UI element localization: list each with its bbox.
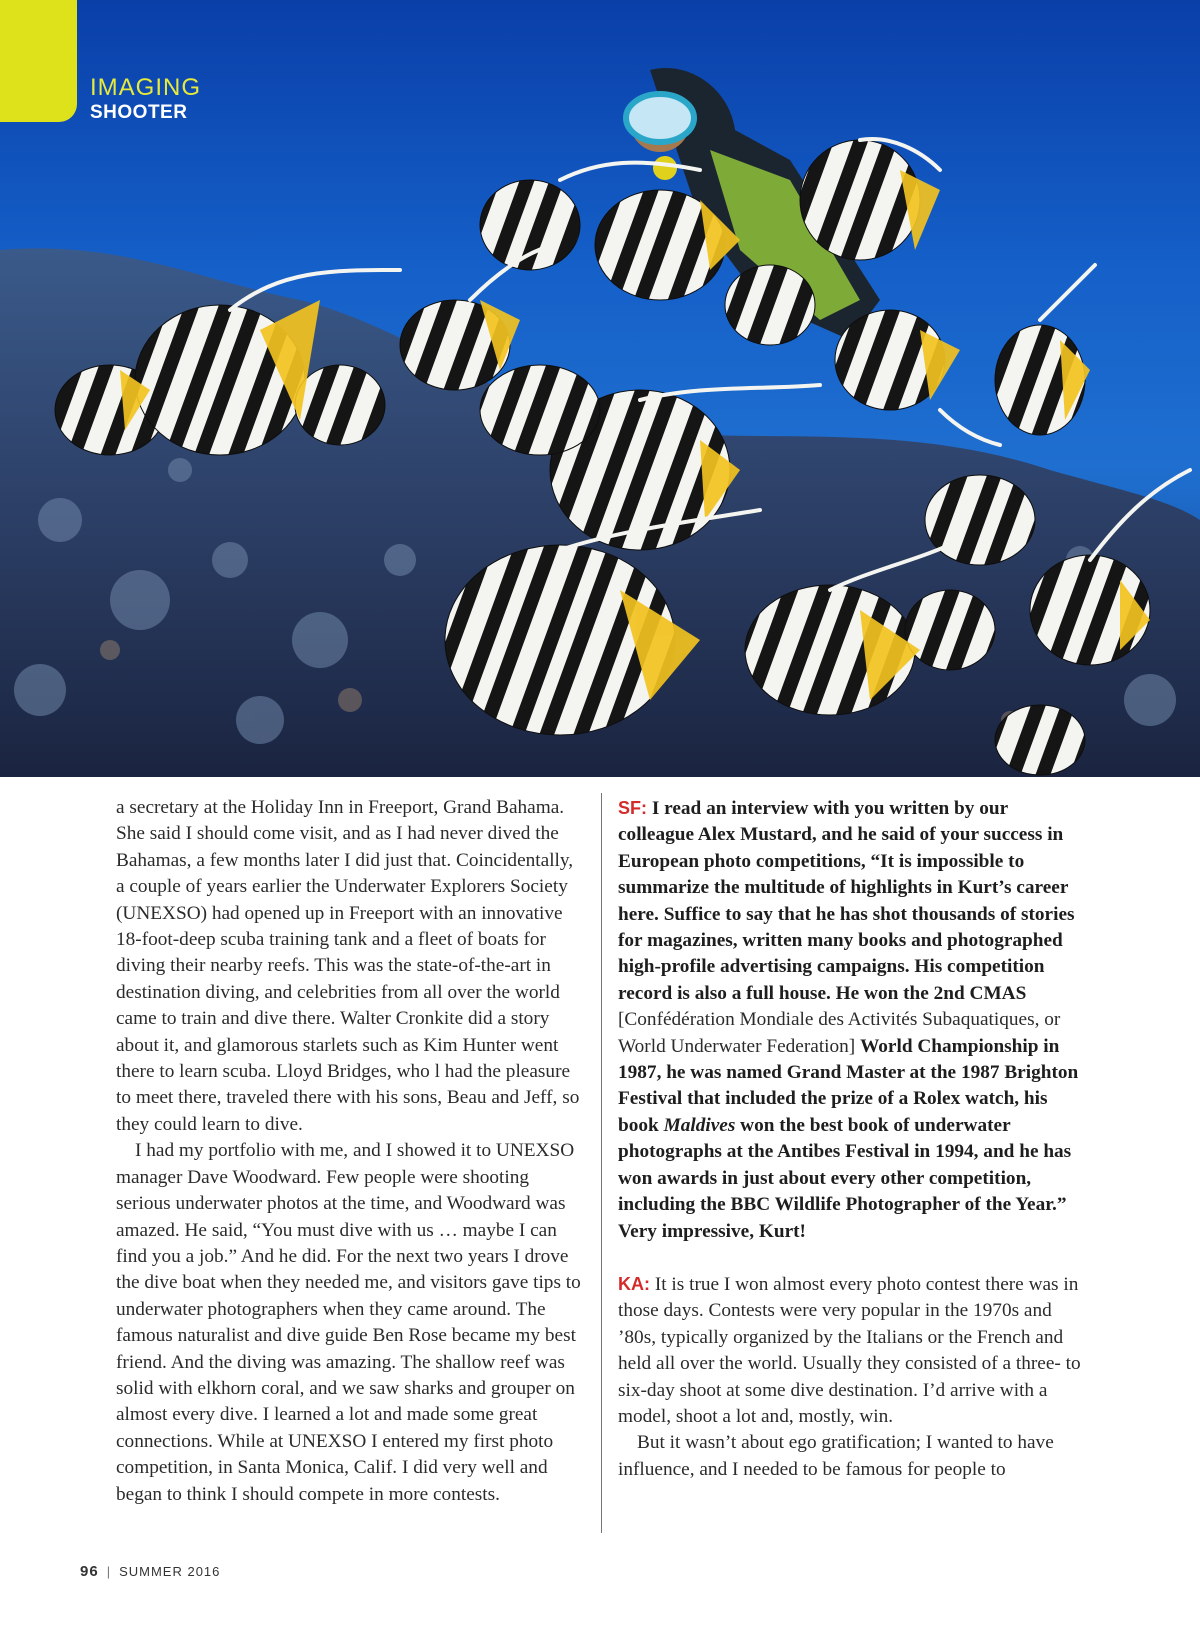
question-sf-bracket: [Confédération Mondiale des Activités Subaquatiques, or World Underwater Federation] — [618, 1009, 1061, 1057]
section-color-tab — [0, 0, 77, 122]
question-sf-part2: World Championship in 1987, he was named Grand Master at the 1987 Brighton Festival that included the prize of a Rolex watch, his book — [618, 1035, 1079, 1136]
article-column-right — [618, 795, 1088, 1483]
column-divider — [601, 793, 602, 1533]
article-column-left — [116, 795, 586, 1508]
footer-separator: | — [106, 1564, 112, 1579]
paragraph-influence: But it wasn’t about ego gratification; I wanted to have influence, and I needed to be famous for people to — [618, 1432, 1054, 1480]
paragraph-unexso: a secretary at the Holiday Inn in Freeport, Grand Bahama. She said I should come visit, and as I had never dived the Bahamas, a few months later I did just that. Coincidentally, a couple of years earlier the Underwater Explorers Society (UNEXSO) had opened up in Freeport with an innovative 18-foot-deep scuba training tank and a fleet of boats for diving their nearby reefs. This was the state-of-the-art in destination diving, and celebrities from all over the world came to train and dive there. Walter Cronkite did a story about it, and glamorous starlets such as Kim Hunter went there to learn scuba. Lloyd Bridges, who l had the pleasure to meet there, traveled there with his sons, Beau and Jeff, so they could learn to dive. — [116, 797, 580, 1135]
speaker-ka-label: KA: — [618, 1273, 650, 1294]
question-sf — [618, 795, 1088, 1245]
question-sf-part1: I read an interview with you written by our colleague Alex Mustard, and he said of your success in European photo competitions, “It is impossible to summarize the multitude of highlights in Kurt’s career here. Suffice to say that he has shot thousands of stories for magazines, written many books and photographed high-profile advertising campaigns. His competition record is also a full house. He won the 2nd CMAS — [618, 798, 1075, 1004]
issue-label: SUMMER 2016 — [119, 1564, 221, 1579]
answer-ka — [618, 1271, 1088, 1430]
question-sf-part3: won the best book of underwater photographs at the Antibes Festival in 1994, and he has won awards in just about every other competition, including the BBC Wildlife Photographer of the Year.” Very impressive, Kurt! — [618, 1114, 1072, 1242]
section-label-imaging: IMAGING — [90, 74, 202, 101]
paragraph-portfolio: I had my portfolio with me, and I showed it to UNEXSO manager Dave Woodward. Few people were shooting serious underwater photos at the time, and Woodward was amazed. He said, “You must dive with us … maybe I can find you a job.” And he did. For the next two years I drove the dive boat when they needed me, and visitors gave tips to underwater photographers when they came around. The famous naturalist and dive guide Ben Rose became my best friend. And the diving was amazing. The shallow reef was solid with elkhorn coral, and we saw sharks and grouper on almost every dive. I learned a lot and made some great connections. While at UNEXSO I entered my first photo competition, in Santa Monica, Calif. I did very well and began to think I should compete in more contests. — [116, 1140, 581, 1505]
book-title-maldives: Maldives — [663, 1114, 736, 1136]
answer-ka-text: It is true I won almost every photo contest there was in those days. Contests were very popular in the 1970s and ’80s, typically organized by the Italians or the French and held all over the world. Usually they consisted of a three- to six-day shoot at some dive destination. I’d arrive with a model, shoot a lot and, mostly, win. — [618, 1273, 1081, 1427]
speaker-sf-label: SF: — [618, 798, 647, 818]
page-number: 96 — [80, 1563, 99, 1580]
page-footer — [80, 1563, 220, 1580]
section-label-shooter: SHOOTER — [90, 102, 188, 123]
section-label — [90, 74, 201, 124]
